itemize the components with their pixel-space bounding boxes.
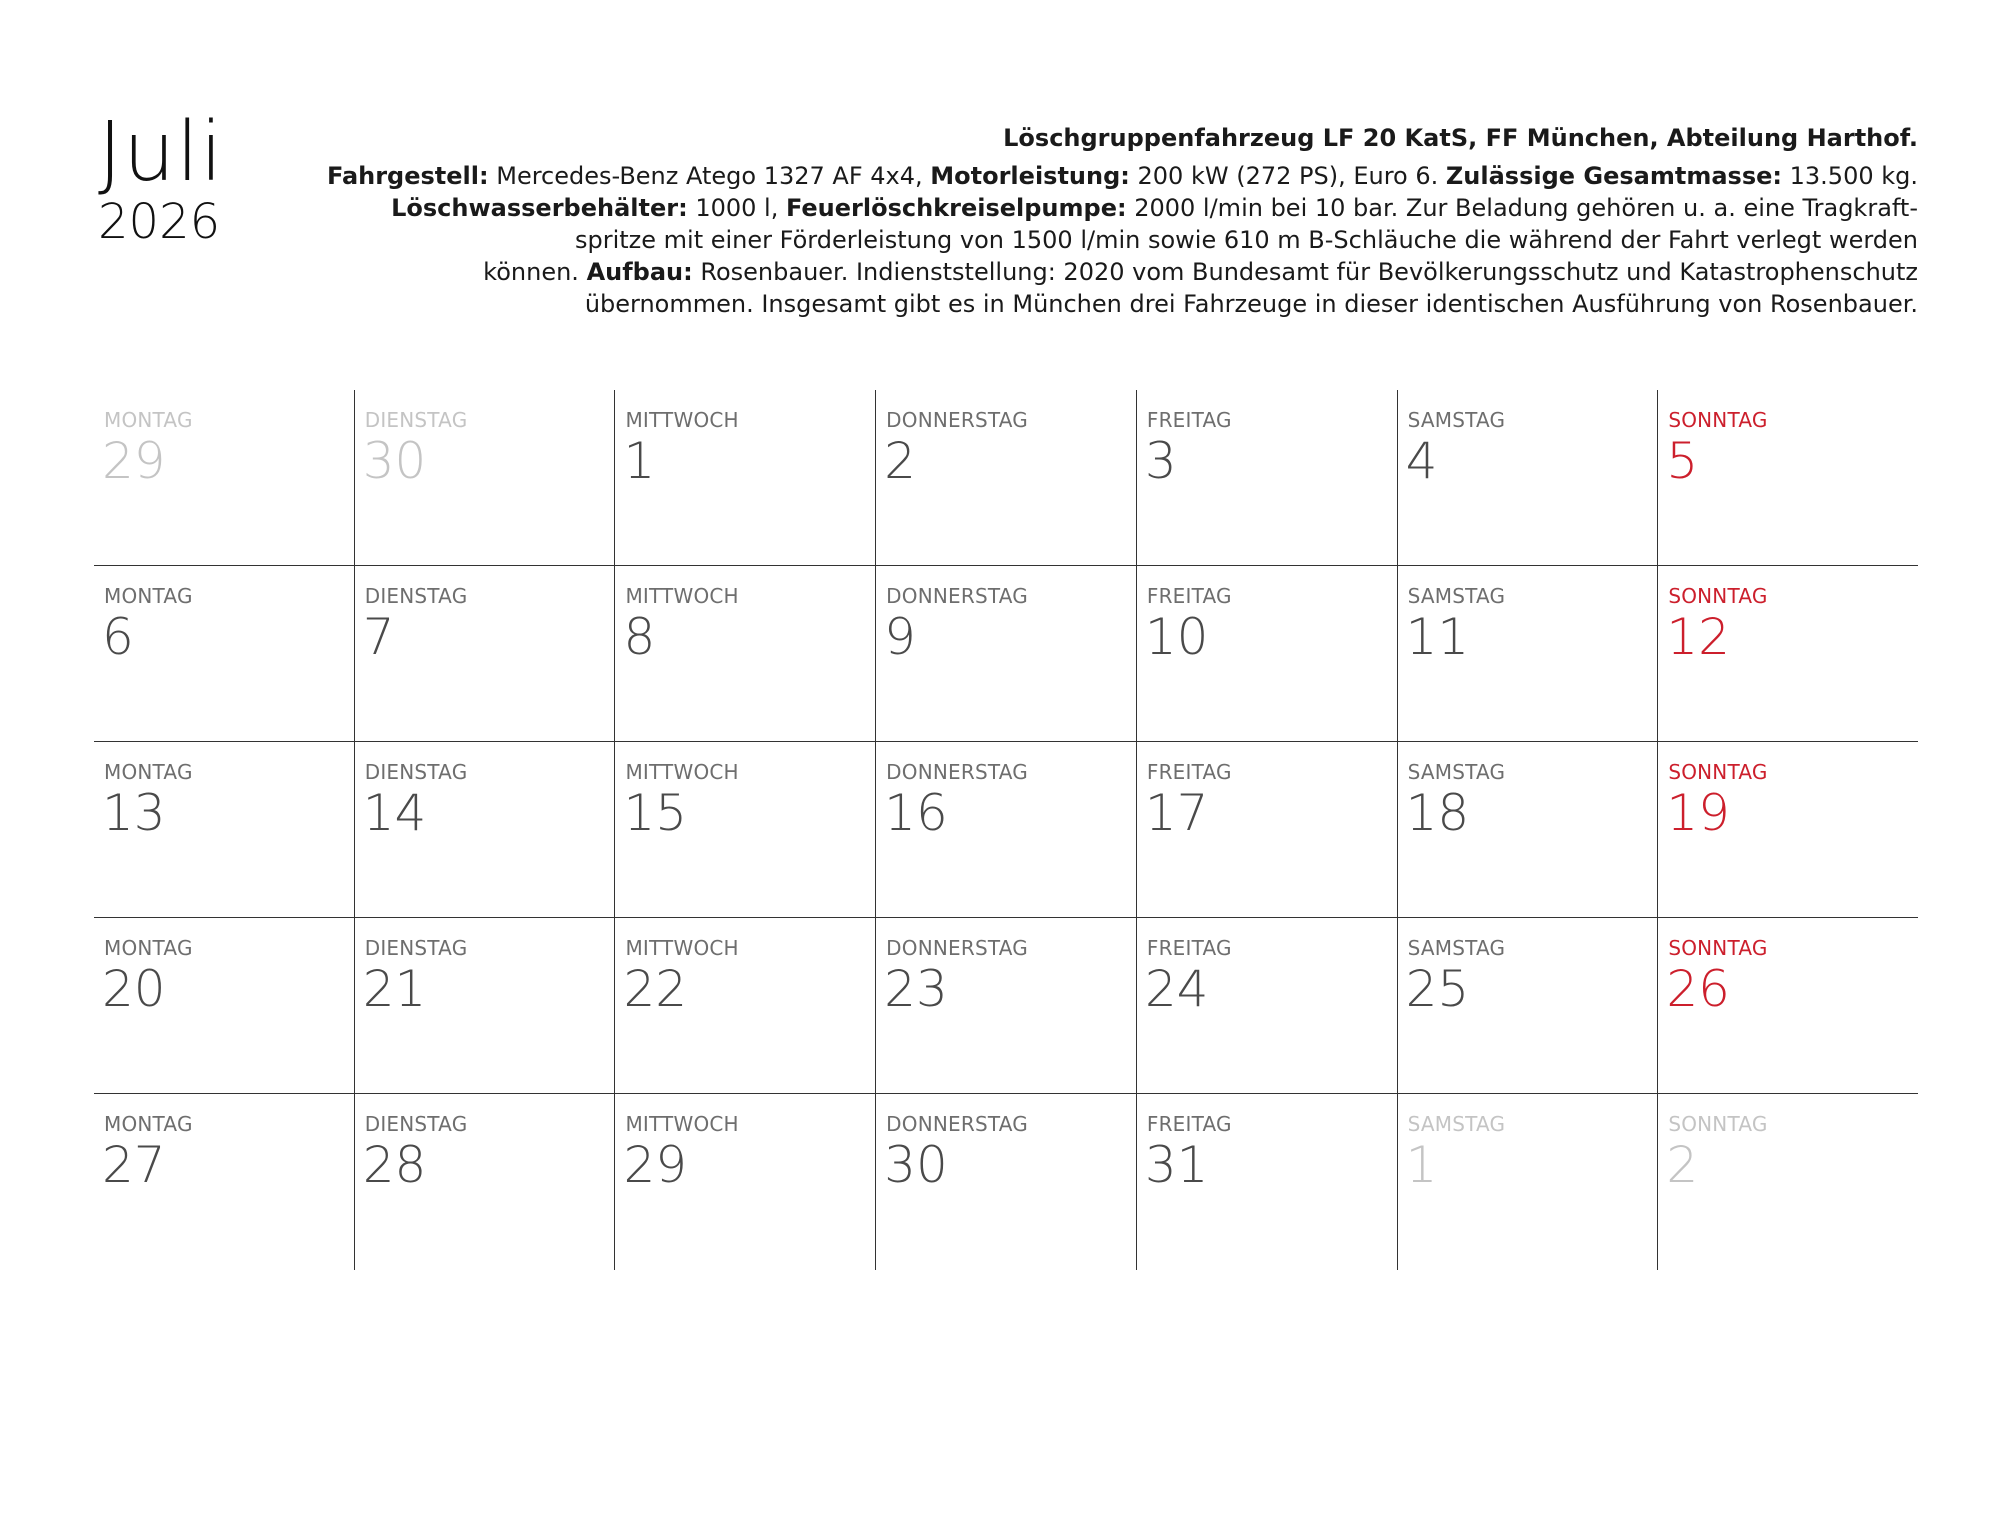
day-cell[interactable] — [1397, 390, 1658, 565]
weekday-label: MONTAG — [104, 936, 193, 960]
day-number: 4 — [1405, 432, 1438, 490]
day-number: 15 — [623, 784, 688, 842]
description-line — [298, 192, 1918, 224]
weekday-label: SAMSTAG — [1407, 936, 1506, 960]
day-cell[interactable] — [614, 390, 875, 565]
day-cell[interactable] — [94, 1094, 354, 1270]
weekday-label: MONTAG — [104, 1112, 193, 1136]
description-text: 13.500 kg. — [1782, 162, 1918, 190]
day-number: 3 — [1144, 432, 1177, 490]
day-number: 2 — [1666, 1136, 1699, 1194]
day-number: 18 — [1405, 784, 1470, 842]
day-cell[interactable] — [1136, 1094, 1397, 1270]
weekday-label: SONNTAG — [1668, 760, 1768, 784]
vehicle-description — [298, 122, 1918, 320]
description-text: 2000 l/min bei 10 bar. Zur Beladung gehören u. a. eine Tragkraft- — [1126, 194, 1918, 222]
day-cell[interactable] — [94, 742, 354, 917]
day-number: 30 — [884, 1136, 948, 1194]
weekday-label: SONNTAG — [1668, 1112, 1768, 1136]
day-number: 7 — [362, 608, 395, 666]
day-cell[interactable] — [354, 742, 615, 917]
weekday-label: FREITAG — [1146, 584, 1232, 608]
day-cell[interactable] — [354, 918, 615, 1093]
day-cell[interactable] — [875, 566, 1136, 741]
description-term: Motorleistung: — [930, 162, 1130, 190]
weekday-label: MITTWOCH — [625, 408, 739, 432]
day-number: 30 — [362, 432, 427, 490]
weekday-label: SONNTAG — [1668, 408, 1768, 432]
day-cell[interactable] — [1657, 1094, 1918, 1270]
description-term: Feuerlöschkreiselpumpe: — [785, 194, 1127, 222]
day-cell[interactable] — [875, 390, 1136, 565]
day-number: 21 — [362, 960, 427, 1018]
weekday-label: MITTWOCH — [625, 1112, 739, 1136]
day-number: 13 — [102, 784, 166, 842]
description-line — [298, 256, 1918, 288]
week-row — [94, 742, 1918, 918]
day-number: 14 — [362, 784, 427, 842]
weekday-label: FREITAG — [1146, 1112, 1232, 1136]
day-number: 28 — [362, 1136, 427, 1194]
day-cell[interactable] — [614, 742, 875, 917]
day-number: 10 — [1144, 608, 1209, 666]
weekday-label: DIENSTAG — [364, 936, 468, 960]
month-title: Juli — [98, 105, 224, 200]
description-term: Löschwasserbehälter: — [391, 194, 688, 222]
day-number: 23 — [884, 960, 948, 1018]
day-cell[interactable] — [354, 566, 615, 741]
weekday-label: DONNERSTAG — [886, 1112, 1028, 1136]
day-cell[interactable] — [1397, 742, 1658, 917]
day-number: 19 — [1666, 784, 1730, 842]
day-number: 12 — [1666, 608, 1730, 666]
description-text: Mercedes-Benz Atego 1327 AF 4x4, — [488, 162, 931, 190]
description-term: Aufbau: — [586, 258, 693, 286]
day-cell[interactable] — [1397, 566, 1658, 741]
day-number: 17 — [1144, 784, 1209, 842]
day-cell[interactable] — [1657, 390, 1918, 565]
day-cell[interactable] — [1657, 742, 1918, 917]
weekday-label: DONNERSTAG — [886, 408, 1028, 432]
day-cell[interactable] — [1657, 918, 1918, 1093]
weekday-label: SONNTAG — [1668, 936, 1768, 960]
weekday-label: FREITAG — [1146, 936, 1232, 960]
day-number: 24 — [1144, 960, 1209, 1018]
day-number: 8 — [623, 608, 656, 666]
weekday-label: FREITAG — [1146, 408, 1232, 432]
weekday-label: SAMSTAG — [1407, 408, 1506, 432]
day-cell[interactable] — [354, 1094, 615, 1270]
day-number: 25 — [1405, 960, 1470, 1018]
week-row — [94, 1094, 1918, 1270]
week-row — [94, 390, 1918, 566]
day-number: 31 — [1144, 1136, 1209, 1194]
day-cell[interactable] — [94, 918, 354, 1093]
day-number: 1 — [1405, 1136, 1438, 1194]
weekday-label: DONNERSTAG — [886, 936, 1028, 960]
description-text: Rosenbauer. Indienststellung: 2020 vom Bundesamt für Bevölkerungsschutz und Katastrophenschutz — [692, 258, 1918, 286]
weekday-label: DIENSTAG — [364, 584, 468, 608]
weekday-label: DONNERSTAG — [886, 584, 1028, 608]
description-line — [298, 160, 1918, 192]
day-cell[interactable] — [1136, 742, 1397, 917]
weekday-label: DIENSTAG — [364, 408, 468, 432]
day-number: 26 — [1666, 960, 1730, 1018]
day-cell[interactable] — [1397, 1094, 1658, 1270]
description-text: können. — [483, 258, 587, 286]
weekday-label: DONNERSTAG — [886, 760, 1028, 784]
day-cell[interactable] — [614, 1094, 875, 1270]
weekday-label: MONTAG — [104, 408, 193, 432]
month-header — [98, 105, 224, 250]
day-cell[interactable] — [614, 566, 875, 741]
year-title: 2026 — [98, 194, 221, 250]
week-row — [94, 566, 1918, 742]
weekday-label: MITTWOCH — [625, 936, 739, 960]
day-number: 22 — [623, 960, 688, 1018]
day-number: 5 — [1666, 432, 1699, 490]
weekday-label: SAMSTAG — [1407, 584, 1506, 608]
day-cell[interactable] — [875, 918, 1136, 1093]
day-cell[interactable] — [1136, 390, 1397, 565]
weekday-label: MONTAG — [104, 760, 193, 784]
day-cell[interactable] — [875, 742, 1136, 917]
day-number: 6 — [102, 608, 134, 666]
weekday-label: FREITAG — [1146, 760, 1232, 784]
day-cell[interactable] — [614, 918, 875, 1093]
day-number: 27 — [102, 1136, 166, 1194]
day-cell[interactable] — [1136, 566, 1397, 741]
description-text: 1000 l, — [687, 194, 786, 222]
day-number: 1 — [623, 432, 656, 490]
day-cell[interactable] — [94, 390, 354, 565]
day-cell[interactable] — [1397, 918, 1658, 1093]
description-term: Fahrgestell: — [326, 162, 489, 190]
description-text: spritze mit einer Förderleistung von 1500 l/min sowie 610 m B-Schläuche die während der Fahrt verlegt werden — [574, 226, 1918, 254]
day-number: 20 — [102, 960, 166, 1018]
day-number: 9 — [884, 608, 916, 666]
day-number: 29 — [623, 1136, 688, 1194]
weekday-label: MITTWOCH — [625, 760, 739, 784]
day-cell[interactable] — [354, 390, 615, 565]
day-number: 11 — [1405, 608, 1470, 666]
week-row — [94, 918, 1918, 1094]
weekday-label: SAMSTAG — [1407, 760, 1506, 784]
description-text: 200 kW (272 PS), Euro 6. — [1129, 162, 1446, 190]
description-term: Zulässige Gesamtmasse: — [1445, 162, 1782, 190]
day-number: 2 — [884, 432, 916, 490]
weekday-label: DIENSTAG — [364, 760, 468, 784]
day-cell[interactable] — [875, 1094, 1136, 1270]
weekday-label: MITTWOCH — [625, 584, 739, 608]
weekday-label: MONTAG — [104, 584, 193, 608]
calendar-grid — [94, 390, 1918, 1270]
description-title: Löschgruppenfahrzeug LF 20 KatS, FF München, Abteilung Harthof. — [1003, 124, 1918, 152]
day-cell[interactable] — [1136, 918, 1397, 1093]
weekday-label: SONNTAG — [1668, 584, 1768, 608]
day-cell[interactable] — [94, 566, 354, 741]
description-line — [298, 288, 1918, 320]
description-text: übernommen. Insgesamt gibt es in München drei Fahrzeuge in dieser identischen Ausführung von Rosenbauer. — [584, 290, 1918, 318]
day-number: 16 — [884, 784, 948, 842]
description-line — [298, 224, 1918, 256]
weekday-label: SAMSTAG — [1407, 1112, 1506, 1136]
weekday-label: DIENSTAG — [364, 1112, 468, 1136]
day-number: 29 — [102, 432, 166, 490]
day-cell[interactable] — [1657, 566, 1918, 741]
